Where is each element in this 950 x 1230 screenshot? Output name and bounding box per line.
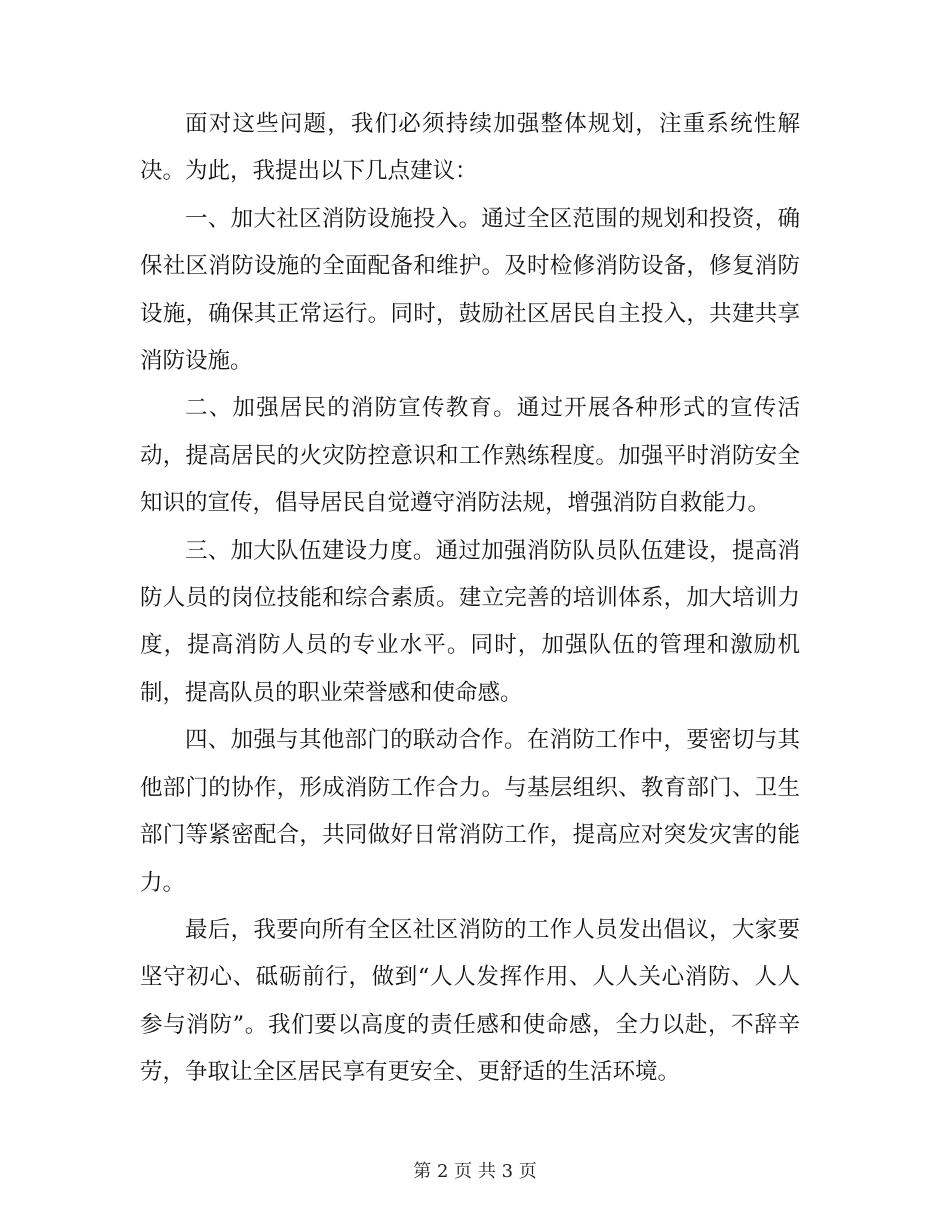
paragraph-point-4: 四、加强与其他部门的联动合作。在消防工作中，要密切与其他部门的协作，形成消防工作合力。与基层组织、教育部门、卫生部门等紧密配合，共同做好日常消防工作，提高应对突发灾害的能力。 [140, 727, 800, 896]
document-body [140, 101, 800, 1097]
paragraph-point-3: 三、加大队伍建设力度。通过加强消防队员队伍建设，提高消防人员的岗位技能和综合素质。建立完善的培训体系，加大培训力度，提高消防人员的专业水平。同时，加强队伍的管理和激励机制，提高队员的职业荣誉感和使命感。 [140, 537, 800, 706]
paragraph-point-1: 一、加大社区消防设施投入。通过全区范围的规划和投资，确保社区消防设施的全面配备和维护。及时检修消防设备，修复消防设施，确保其正常运行。同时，鼓励社区居民自主投入，共建共享消防设施。 [140, 205, 800, 375]
page-number-footer: 第 2 页 共 3 页 [413, 1161, 537, 1182]
paragraph-point-2: 二、加强居民的消防宣传教育。通过开展各种形式的宣传活动，提高居民的火灾防控意识和工作熟练程度。加强平时消防安全知识的宣传，倡导居民自觉遵守消防法规，增强消防自救能力。 [140, 395, 800, 517]
paragraph-intro: 面对这些问题，我们必须持续加强整体规划，注重系统性解决。为此，我提出以下几点建议： [140, 111, 800, 185]
paragraph-conclusion: 最后，我要向所有全区社区消防的工作人员发出倡议，大家要坚守初心、砥砺前行，做到“人人发挥作用、人人关心消防、人人参与消防”。我们要以高度的责任感和使命感，全力以赴，不辞辛劳，争取让全区居民享有更安全、更舒适的生活环境。 [140, 916, 800, 1086]
